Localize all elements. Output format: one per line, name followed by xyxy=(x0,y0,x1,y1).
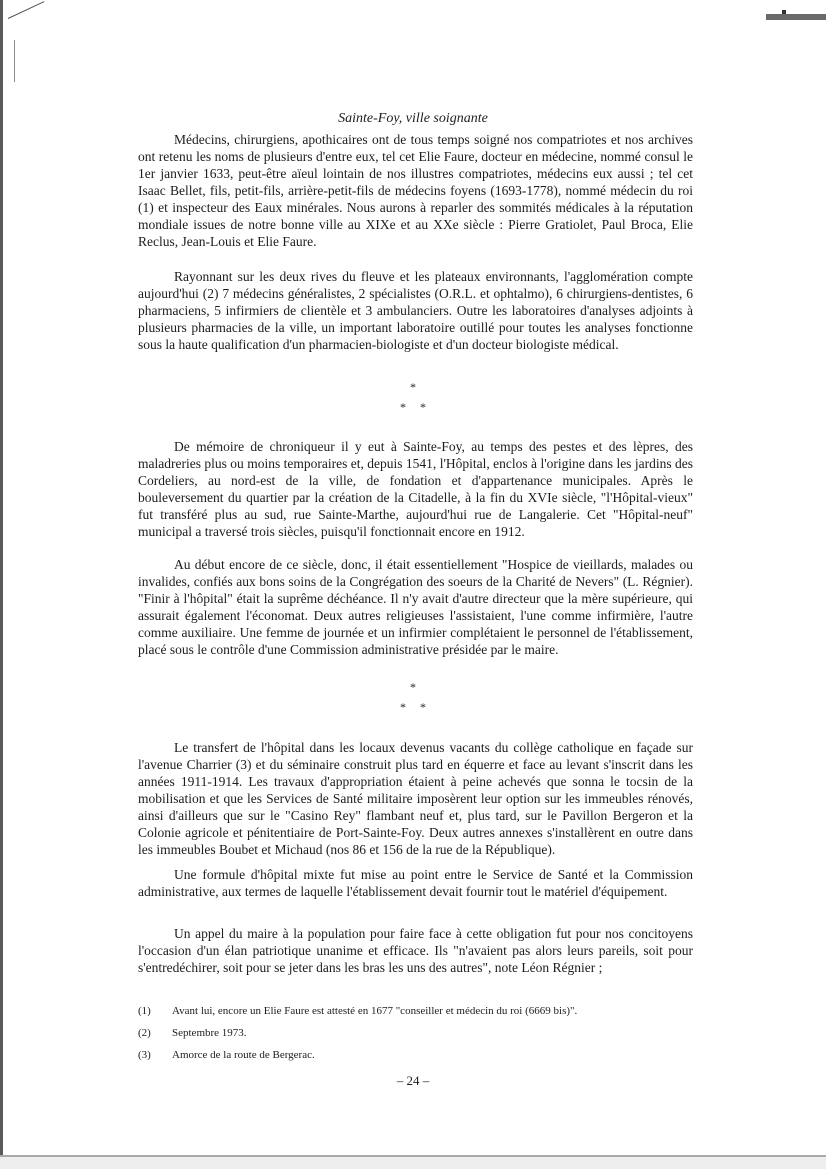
scan-edge-top-right xyxy=(766,14,826,20)
scan-edge-left xyxy=(0,0,3,1169)
paragraph-5: Le transfert de l'hôpital dans les locaux devenus vacants du collège catholique en façade sur l'avenue Charrier (3) et du séminaire construit plus tard en équerre et face au levant s'inscrit dans les années 1911-1914. Les travaux d'appropriation étaient à peine achevés que sonna le tocsin de la mobilisation et que les Services de Santé militaire imposèrent leur option sur les immeubles rénovés, ainsi d'ailleurs que sur le "Casino Rey" flambant neuf et, plus tard, sur le Pavillon Bergeron et la Colonie agricole et pénitentiaire de Port-Sainte-Foy. Deux autres annexes s'installèrent en outre dans les immeubles Boubet et Michaud (nos 86 et 156 de la rue de la République). xyxy=(138,740,693,857)
separator-star: * xyxy=(410,380,416,394)
scan-margin-mark xyxy=(14,40,15,82)
separator-star-pair: ** xyxy=(400,400,440,414)
footnote-number: (2) xyxy=(138,1027,151,1039)
footnotes xyxy=(138,1000,698,1066)
footnote-number: (3) xyxy=(138,1049,151,1061)
scan-corner-mark xyxy=(8,1,45,19)
scan-edge-bottom xyxy=(0,1157,826,1169)
footnote-text: Septembre 1973. xyxy=(172,1027,247,1039)
footnote-1 xyxy=(138,1000,698,1022)
paragraph-1: Médecins, chirurgiens, apothicaires ont de tous temps soigné nos compatriotes et nos archives ont retenu les noms de plusieurs d'entre eux, tel cet Elie Faure, docteur en médecine, nommé consul le 1er janvier 1633, peut-être aïeul lointain de nos illustres compatriotes, médecins eux aussi ; tel cet Isaac Bellet, fils, petit-fils, arrière-petit-fils de médecins foyens (1693-1778), nommé médecin du roi (1) et inspecteur des Eaux minérales. Nous aurons à reparler des sommités médicales à la réputation mondiale issues de notre bonne ville au XIXe et au XXe siècle : Pierre Gratiolet, Paul Broca, Elie Reclus, Jean-Louis et Elie Faure. xyxy=(138,132,693,249)
page-title: Sainte-Foy, ville soignante xyxy=(338,111,488,126)
footnote-3 xyxy=(138,1044,698,1066)
separator-star-pair: ** xyxy=(400,700,440,714)
footnote-number: (1) xyxy=(138,1005,151,1017)
footnote-text: Amorce de la route de Bergerac. xyxy=(172,1049,315,1061)
paragraph-3: De mémoire de chroniqueur il y eut à Sainte-Foy, au temps des pestes et des lèpres, des maladreries plus ou moins temporaires et, depuis 1541, l'Hôpital, enclos à l'origine dans les jardins des Cordeliers, au nord-est de la ville, de fondation et d'appartenance municipales. Après le bouleversement du quartier par la création de la Citadelle, à la fin du XVIe siècle, "l'Hôpital-vieux" fut transféré plus au sud, rue Sainte-Marthe, aujourd'hui rue de Langalerie. Cet "Hôpital-neuf" municipal a traversé trois siècles, puisqu'il fonctionnait encore en 1912. xyxy=(138,439,693,539)
paragraph-2: Rayonnant sur les deux rives du fleuve et les plateaux environnants, l'agglomération compte aujourd'hui (2) 7 médecins généralistes, 2 spécialistes (O.R.L. et ophtalmo), 6 chirurgiens-dentistes, 6 pharmaciens, 5 infirmiers de clientèle et 3 ambulanciers. Outre les laboratoires d'analyses adjoints à plusieurs pharmacies de la ville, un important laboratoire outillé pour toutes les analyses fonctionne sous la haute qualification d'un pharmacien-biologiste et d'un docteur biologiste médical. xyxy=(138,269,693,352)
paragraph-6: Une formule d'hôpital mixte fut mise au point entre le Service de Santé et la Commission administrative, aux termes de laquelle l'établissement devait fournir tout le matériel d'équipement. xyxy=(138,867,693,899)
footnote-text: Avant lui, encore un Elie Faure est attesté en 1677 "conseiller et médecin du roi (6669 bis)". xyxy=(172,1005,578,1017)
paragraph-4: Au début encore de ce siècle, donc, il était essentiellement "Hospice de vieillards, malades ou invalides, confiés aux bons soins de la Congrégation des soeurs de la Charité de Nevers" (L. Régnier). "Finir à l'hôpital" était la suprême déchéance. Il n'y avait d'autre directeur que la mère supérieure, qui assurait également l'économat. Deux autres religieuses l'assistaient, l'une comme infirmière, l'autre comme auxiliaire. Une femme de journée et un infirmier complétaient le personnel de l'établissement, placé sous le contrôle d'une Commission administrative présidée par le maire. xyxy=(138,557,693,657)
section-separator-1 xyxy=(0,377,826,417)
section-separator-2 xyxy=(0,677,826,717)
paragraph-7: Un appel du maire à la population pour faire face à cette obligation fut pour nos concitoyens l'occasion d'un élan patriotique unanime et efficace. Ils "n'avaient pas alors leurs pareils, soit pour s'entredéchirer, soit pour se jeter dans les bras les uns des autres", note Léon Régnier ; xyxy=(138,926,693,975)
page-number: – 24 – xyxy=(396,1073,430,1088)
scan-speck xyxy=(782,10,786,14)
separator-star: * xyxy=(410,680,416,694)
footnote-2 xyxy=(138,1022,698,1044)
